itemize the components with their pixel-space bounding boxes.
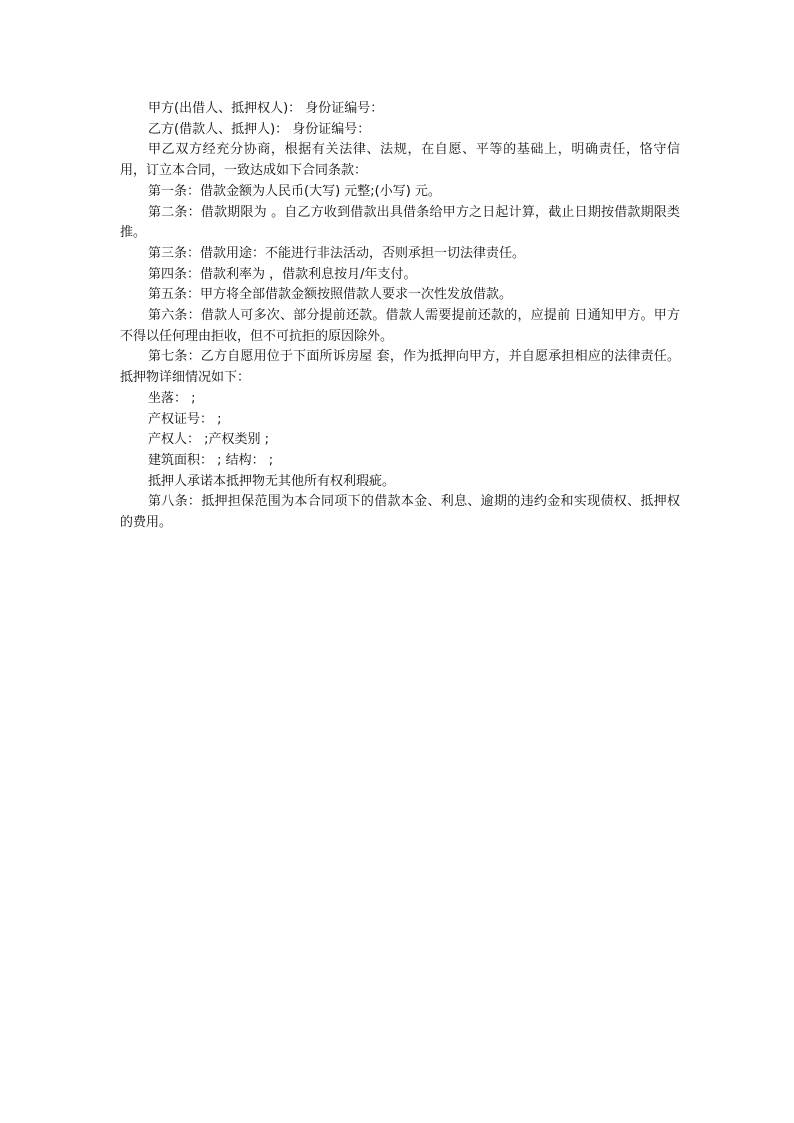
article-5-disbursement: 第五条：甲方将全部借款金额按照借款人要求一次性发放借款。 xyxy=(148,287,513,303)
collateral-owner-type: 产权人： ;产权类别 ; xyxy=(148,432,270,448)
collateral-warranty: 抵押人承诺本抵押物无其他所有权利瑕疵。 xyxy=(148,473,396,489)
article-7-collateral: 第七条：乙方自愿用位于下面所诉房屋 套，作为抵押向甲方，并自愿承担相应的法律责任。抵押物详细情况如下： xyxy=(120,349,680,386)
article-6-early-repayment: 第六条：借款人可多次、部分提前还款。借款人需要提前还款的，应提前 日通知甲方。甲方不得以任何理由拒收，但不可抗拒的原因除外。 xyxy=(120,308,680,344)
article-3-loan-purpose: 第三条：借款用途：不能进行非法活动，否则承担一切法律责任。 xyxy=(148,245,526,261)
party-b-line: 乙方(借款人、抵押人)： 身份证编号： xyxy=(148,121,371,137)
collateral-area-structure: 建筑面积： ; 结构： ; xyxy=(148,452,274,468)
party-a-line: 甲方(出借人、抵押权人)： 身份证编号： xyxy=(148,101,384,116)
article-4-interest-rate: 第四条：借款利率为 ，借款利息按月/年支付。 xyxy=(148,266,417,282)
article-8-guarantee-scope: 第八条：抵押担保范围为本合同项下的借款本金、利息、逾期的违约金和实现债权、抵押权的费用。 xyxy=(120,494,680,531)
preamble-paragraph: 甲乙双方经充分协商，根据有关法律、法规，在自愿、平等的基础上，明确责任，恪守信用，订立本合同，一致达成如下合同条款： xyxy=(120,142,680,179)
article-2-loan-term: 第二条：借款期限为 。自乙方收到借款出具借条给甲方之日起计算，截止日期按借款期限类推。 xyxy=(120,204,680,241)
article-1-loan-amount: 第一条：借款金额为人民币(大写) 元整;(小写) 元。 xyxy=(148,183,441,199)
collateral-location: 坐落： ; xyxy=(148,390,196,406)
contract-body xyxy=(120,99,680,534)
collateral-certificate-number: 产权证号： ; xyxy=(148,411,222,427)
